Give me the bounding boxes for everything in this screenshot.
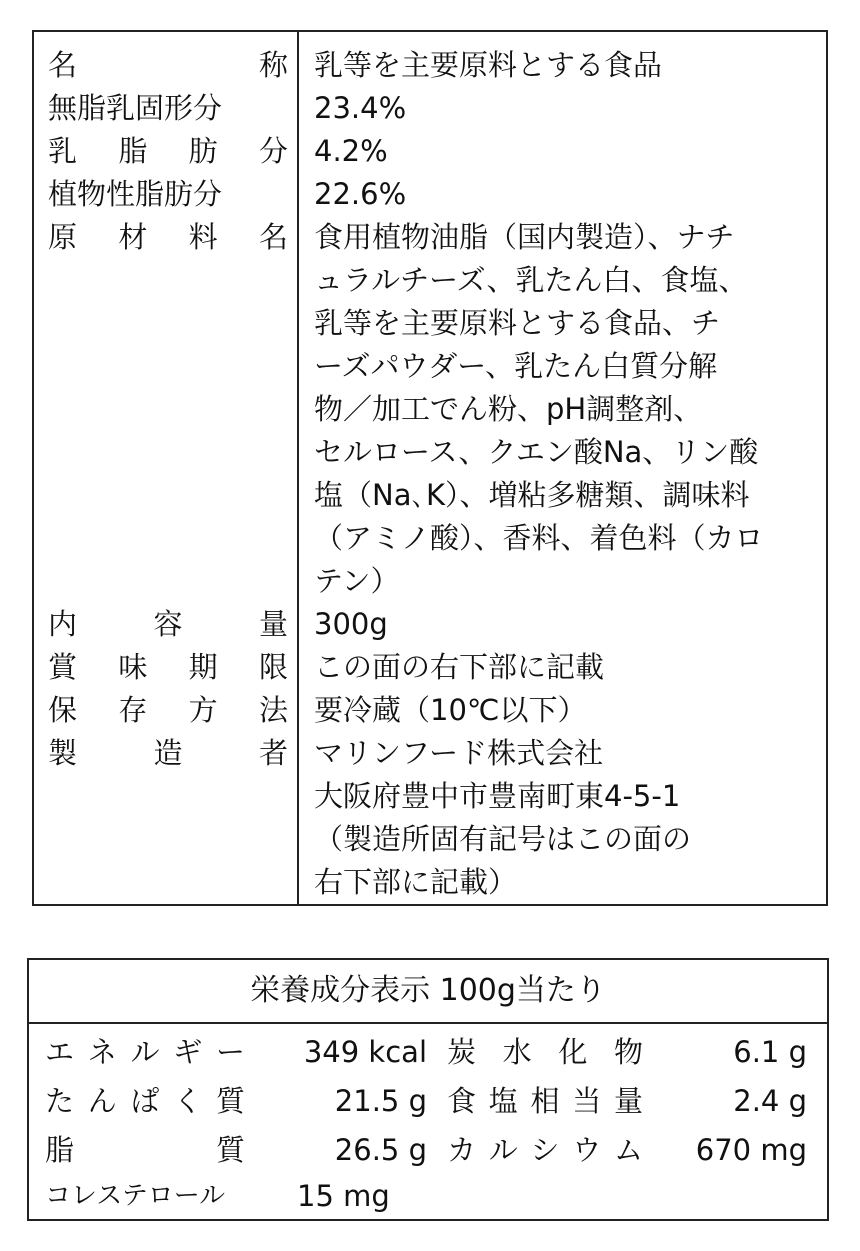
nutrient-name <box>447 1081 643 1121</box>
label-key-char: 分 <box>258 134 288 168</box>
label-key-char: 期 <box>188 650 218 684</box>
label-key-char: 植物性脂肪分 <box>48 177 223 211</box>
label-value-line: 塩（Na､K）、増粘多糖類、調味料 <box>314 478 750 512</box>
label-key-char: 量 <box>258 607 288 641</box>
label-key-char: 方 <box>188 693 218 727</box>
label-value-line: 乳等を主要原料とする食品、チ <box>314 306 721 340</box>
nutrition-facts-table <box>27 958 829 1221</box>
column-divider <box>297 32 299 904</box>
nutrient-name-char: 質 <box>215 1133 245 1167</box>
label-key <box>48 689 288 732</box>
label-value-line: マリンフード株式会社 <box>314 736 604 770</box>
nutrient-name-char: く <box>173 1084 203 1118</box>
nutrient-name-char: コレステロール <box>45 1181 226 1211</box>
label-value-line: 食用植物油脂（国内製造）、ナチ <box>314 220 735 254</box>
label-key-char: 保 <box>48 693 78 727</box>
nutrient-name-char: 質 <box>215 1084 245 1118</box>
label-value-line: セルロース、クエン酸Na、リン酸 <box>314 435 759 469</box>
nutrient-value: 15 mg <box>297 1179 390 1213</box>
label-key <box>48 646 288 689</box>
label-key-char: 料 <box>188 220 218 254</box>
nutrient-name-char: カ <box>447 1133 477 1167</box>
label-key-char: 無脂乳固形分 <box>48 91 223 125</box>
label-value-line: ュラルチーズ、乳たん白、食塩、 <box>314 263 748 297</box>
label-key <box>48 173 288 216</box>
nutrient-name <box>45 1081 245 1121</box>
label-key-char: 称 <box>258 48 288 82</box>
label-value-line: この面の右下部に記載 <box>314 650 605 684</box>
nutrient-value: 670 mg <box>695 1133 807 1167</box>
label-key-char: 肪 <box>188 134 218 168</box>
nutrient-name-char: 物 <box>613 1035 643 1069</box>
label-value-line: テン） <box>314 564 400 598</box>
nutrient-name-char: 食 <box>447 1084 477 1118</box>
nutrient-value: 26.5 g <box>334 1133 427 1167</box>
label-value <box>314 44 819 87</box>
nutrient-name-char: ー <box>215 1035 245 1069</box>
nutrient-name-char: ぱ <box>130 1084 160 1118</box>
label-value-line: 物／加工でん粉、pH調整剤、 <box>314 392 703 426</box>
label-key <box>48 732 288 775</box>
nutrient-name <box>45 1130 245 1170</box>
nutrient-value: 349 kcal <box>303 1035 427 1069</box>
nutrient-name <box>447 1032 643 1072</box>
nutrient-name <box>45 1176 245 1216</box>
nutrient-name-char: 塩 <box>488 1084 518 1118</box>
label-key-char: 名 <box>258 220 288 254</box>
label-key-char: 容 <box>153 607 183 641</box>
nutrient-name-char: 化 <box>558 1035 588 1069</box>
label-key <box>48 44 288 87</box>
label-value-line: 大阪府豊中市豊南町東4-5-1 <box>314 779 681 813</box>
nutrient-name <box>45 1032 245 1072</box>
label-key-char: 乳 <box>48 134 78 168</box>
label-key-char: 脂 <box>118 134 148 168</box>
label-value <box>314 173 819 216</box>
label-key-char: 材 <box>118 220 148 254</box>
label-value-line: （製造所固有記号はこの面の <box>314 822 692 856</box>
label-value <box>314 130 819 173</box>
nutrient-name-char: シ <box>530 1133 560 1167</box>
label-key-char: 者 <box>258 736 288 770</box>
nutrient-name-char: 水 <box>502 1035 532 1069</box>
nutrient-name-char: 相 <box>530 1084 560 1118</box>
label-value-line: 23.4% <box>314 91 407 125</box>
label-key-char: 味 <box>118 650 148 684</box>
nutrient-value: 21.5 g <box>334 1084 427 1118</box>
label-key <box>48 216 288 259</box>
label-key-char: 製 <box>48 736 78 770</box>
nutrient-name-char: た <box>45 1084 75 1118</box>
label-value <box>314 646 819 689</box>
product-label-table <box>32 30 828 906</box>
label-key-char: 賞 <box>48 650 78 684</box>
label-key-char: 限 <box>258 650 288 684</box>
label-value <box>314 603 819 646</box>
nutrient-name-char: ウ <box>572 1133 602 1167</box>
nutrient-name-char: ル <box>130 1035 160 1069</box>
label-value-line: 22.6% <box>314 177 407 211</box>
label-value-line: 4.2% <box>314 134 388 168</box>
label-value-line: 300g <box>314 607 388 641</box>
label-key-char: 名 <box>48 48 78 82</box>
nutrient-name-char: ム <box>613 1133 643 1167</box>
label-value-line: 乳等を主要原料とする食品 <box>314 48 663 82</box>
nutrient-name-char: ギ <box>173 1035 203 1069</box>
nutrient-name <box>447 1130 643 1170</box>
label-key-char: 内 <box>48 607 78 641</box>
nutrient-name-char: 当 <box>572 1084 602 1118</box>
nutrient-name-char: ネ <box>87 1035 117 1069</box>
label-key <box>48 130 288 173</box>
label-value-line: 右下部に記載） <box>314 865 518 899</box>
label-value-line: （アミノ酸）、香料、着色料（カロ <box>314 521 764 555</box>
nutrient-name-char: ん <box>87 1084 117 1118</box>
nutrient-name-char: 量 <box>613 1084 643 1118</box>
label-value-line: 要冷蔵（10℃以下） <box>314 693 587 727</box>
nutrient-name-char: 脂 <box>45 1133 75 1167</box>
label-value <box>314 732 819 904</box>
label-key-char: 原 <box>48 220 78 254</box>
label-key <box>48 603 288 646</box>
nutrient-value: 2.4 g <box>733 1084 807 1118</box>
label-key <box>48 87 288 130</box>
nutrition-title: 栄養成分表示 100g当たり <box>29 960 827 1024</box>
label-key-char: 存 <box>118 693 148 727</box>
label-value <box>314 689 819 732</box>
label-key-char: 法 <box>258 693 288 727</box>
nutrient-name-char: 炭 <box>447 1035 477 1069</box>
nutrient-value: 6.1 g <box>733 1035 807 1069</box>
label-value <box>314 216 819 603</box>
label-key-char: 造 <box>153 736 183 770</box>
nutrient-name-char: エ <box>45 1035 75 1069</box>
nutrient-name-char: ル <box>488 1133 518 1167</box>
label-value-line: ーズパウダー、乳たん白質分解 <box>314 349 718 383</box>
label-value <box>314 87 819 130</box>
